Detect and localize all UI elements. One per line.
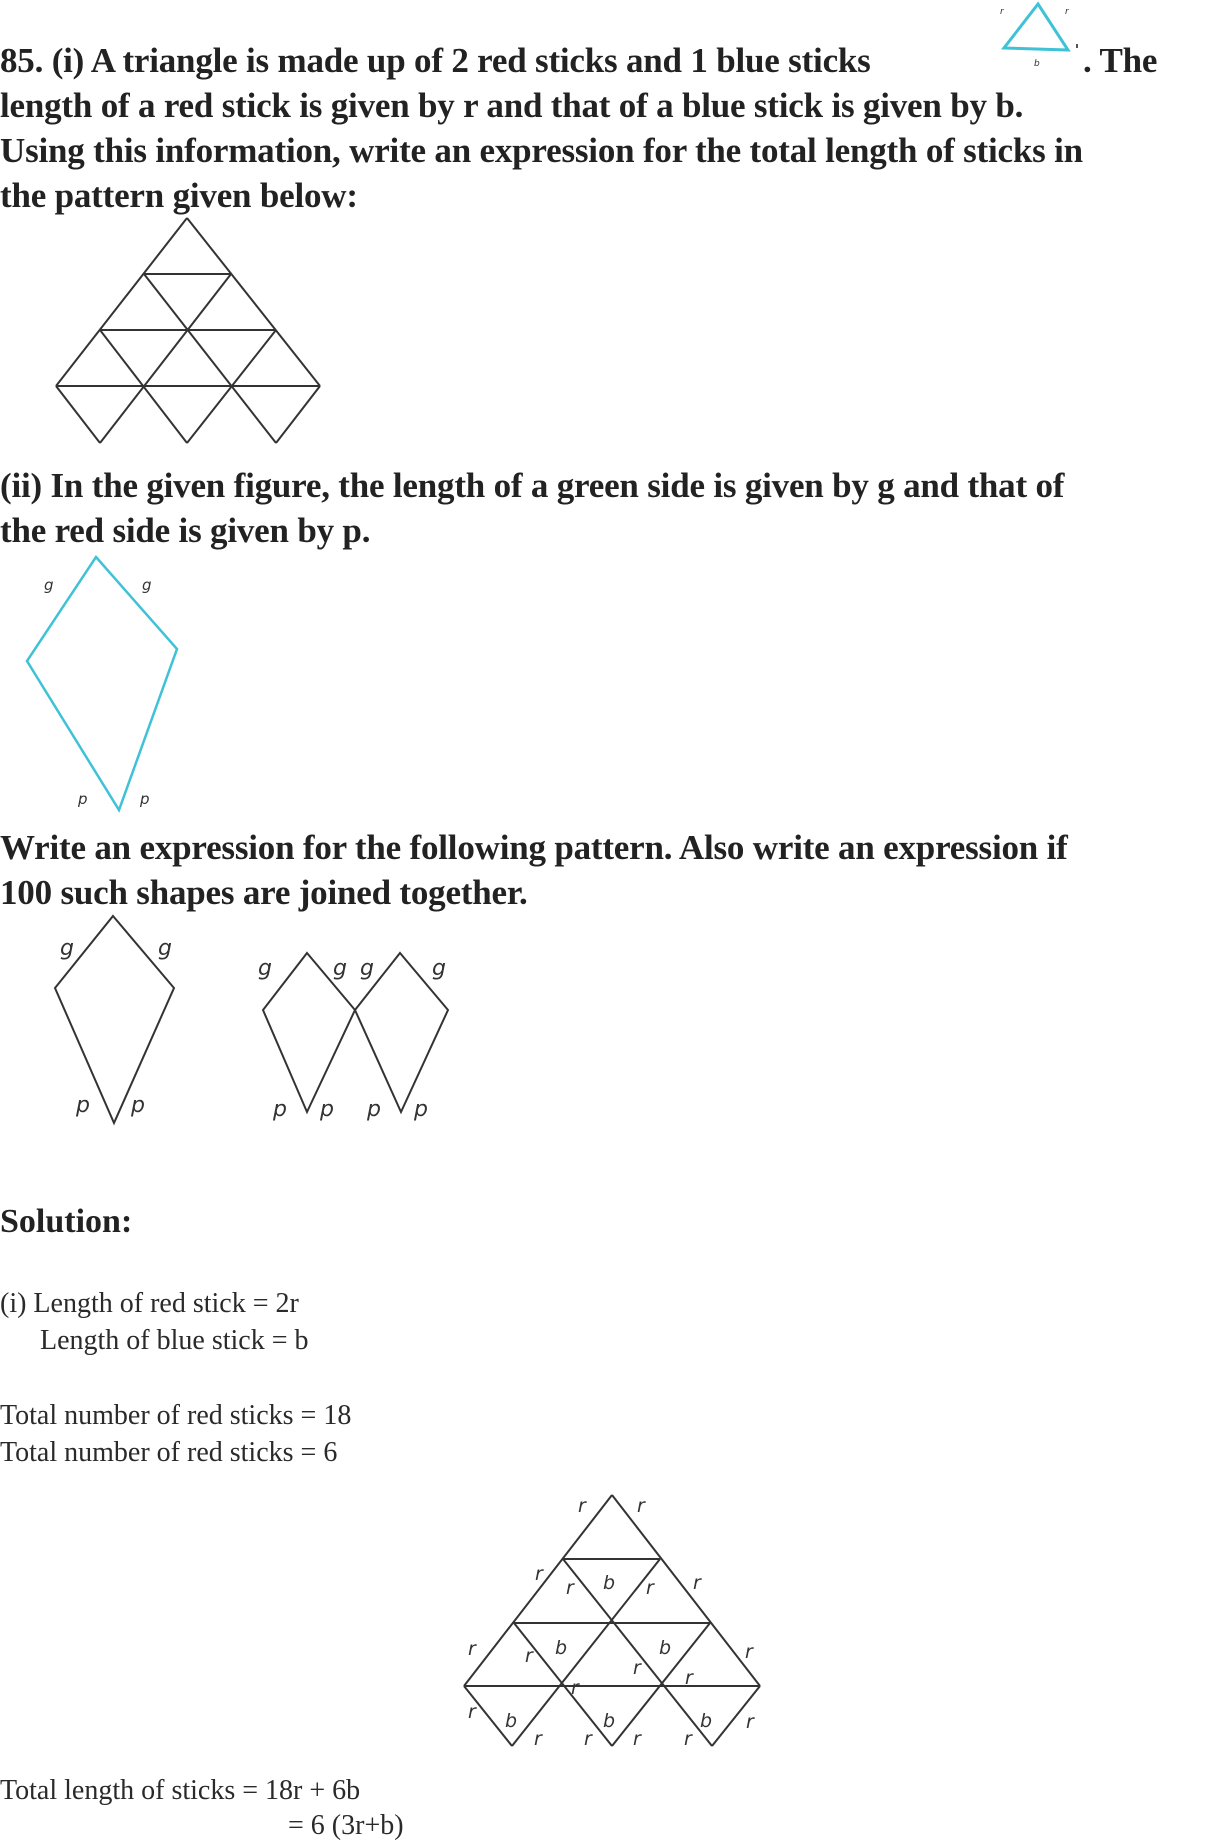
label-r: r [685,1667,693,1689]
label-g: g [142,576,152,594]
label-b: b [505,1710,518,1732]
label-p: p [131,1093,145,1118]
label-p: p [320,1097,334,1122]
label-b: b [700,1710,713,1732]
label-r: r [633,1728,641,1750]
label-g: g [44,576,54,594]
label-p: p [140,790,150,808]
label-p: p [78,790,88,808]
solution-line-blue-stick: Length of blue stick = b [40,1325,309,1356]
label-b: b [603,1572,616,1594]
solution-line-red-stick: (i) Length of red stick = 2r [0,1288,299,1319]
label-r: r [1000,7,1004,17]
question-line-1-suffix: . The [1083,41,1158,80]
solution-heading: Solution: [0,1203,133,1240]
question-text: 85. (i) A triangle is made up of 2 red sticks and 1 blue sticks [0,41,871,80]
label-g: g [158,936,172,961]
question-part2-line-1: (ii) In the given figure, the length of a green side is given by g and that of [0,466,1065,505]
question-line-4: the pattern given below: [0,176,358,215]
solution-line-red-count: Total number of red sticks = 18 [0,1400,352,1431]
question-part2b-line-2: 100 such shapes are joined together. [0,873,528,912]
label-b: b [603,1710,616,1732]
label-b: b [659,1637,672,1659]
label-b: b [1034,59,1040,69]
label-r: r [525,1645,533,1667]
label-r: r [1065,7,1069,17]
label-r: r [633,1657,641,1679]
label-r: r [468,1638,476,1660]
label-p: p [414,1097,428,1122]
label-b: b [555,1637,568,1659]
solution-total-line-2: = 6 (3r+b) [288,1810,404,1841]
label-g: g [258,956,272,981]
label-r: r [578,1495,586,1517]
question-line-3: Using this information, write an expression for the total length of sticks in [0,131,1083,170]
solution-line-blue-count: Total number of red sticks = 6 [0,1437,338,1468]
inline-triangle-figure [990,0,1090,75]
label-r: r [468,1701,476,1723]
label-r: r [746,1711,754,1733]
label-g: g [333,956,347,981]
label-p: p [273,1097,287,1122]
label-r: r [566,1577,574,1599]
label-r: r [571,1677,579,1699]
label-p: p [367,1097,381,1122]
label-r: r [637,1495,645,1517]
label-r: r [745,1641,753,1663]
question-part2-line-2: the red side is given by p. [0,511,371,550]
label-r: r [684,1728,692,1750]
label-g: g [360,956,374,981]
label-r: r [584,1728,592,1750]
label-g: g [432,956,446,981]
label-g: g [60,936,74,961]
label-r: r [646,1577,654,1599]
label-r: r [693,1572,701,1594]
label-r: r [534,1728,542,1750]
question-part2b-line-1: Write an expression for the following pattern. Also write an expression if [0,828,1068,867]
label-p: p [76,1093,90,1118]
question-line-2: length of a red stick is given by r and that of a blue stick is given by b. [0,86,1024,125]
label-r: r [535,1563,543,1585]
solution-total-line-1: Total length of sticks = 18r + 6b [0,1775,361,1806]
